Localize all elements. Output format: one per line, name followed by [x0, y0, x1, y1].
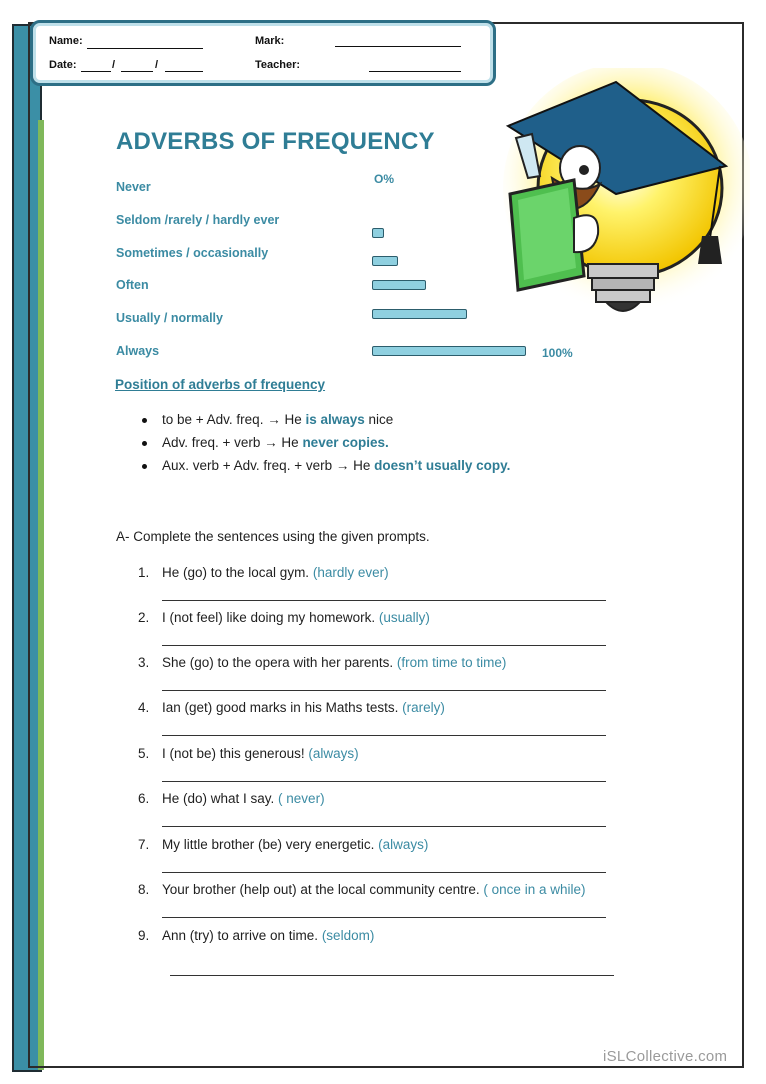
item-sentence: She (go) to the opera with her parents. — [162, 655, 397, 670]
freq-bar-often — [372, 280, 426, 290]
item-prompt: (seldom) — [321, 928, 375, 943]
rule-text: Aux. verb + Adv. freq. + verb → He — [162, 458, 375, 473]
item-sentence: Ann (try) to arrive on time. — [162, 928, 322, 943]
item-prompt: (rarely) — [402, 700, 445, 715]
item-number: 7. — [138, 837, 150, 852]
freq-bar-always — [372, 346, 526, 356]
name-field[interactable] — [87, 48, 203, 49]
rule-item — [140, 456, 510, 479]
exercise-item — [138, 700, 658, 715]
item-sentence: My little brother (be) very energetic. — [162, 837, 379, 852]
freq-label-sometimes: Sometimes / occasionally — [116, 246, 269, 260]
exercise-item — [138, 928, 658, 943]
exercise-item — [138, 837, 658, 852]
item-sentence: He (go) to the local gym. — [162, 565, 313, 580]
date-separator: / — [112, 59, 116, 71]
item-prompt: ( once in a while) — [483, 882, 586, 897]
date-label: Date: — [49, 59, 77, 71]
mark-label: Mark: — [255, 35, 285, 47]
freq-label-seldom: Seldom /rarely / hardly ever — [116, 213, 280, 227]
answer-line[interactable] — [170, 975, 614, 976]
position-rules-list — [140, 410, 510, 479]
rule-highlight: is always — [305, 412, 365, 427]
item-prompt: (always) — [378, 837, 429, 852]
answer-line[interactable] — [162, 645, 606, 646]
answer-line[interactable] — [162, 600, 606, 601]
rule-text: Adv. freq. + verb → He — [162, 435, 303, 450]
item-prompt: (usually) — [378, 610, 430, 625]
item-number: 2. — [138, 610, 150, 625]
teacher-label: Teacher: — [255, 59, 301, 71]
item-sentence: Ian (get) good marks in his Maths tests. — [162, 700, 403, 715]
exercise-item — [138, 882, 658, 897]
rule-after: nice — [364, 412, 394, 427]
item-sentence: I (not be) this generous! — [162, 746, 309, 761]
item-number: 1. — [138, 565, 150, 580]
item-sentence: He (do) what I say. — [162, 791, 279, 806]
date-day-field[interactable] — [81, 71, 111, 72]
date-separator: / — [155, 59, 159, 71]
date-month-field[interactable] — [121, 71, 153, 72]
answer-line[interactable] — [162, 872, 606, 873]
freq-bar-sometimes — [372, 256, 398, 266]
date-year-field[interactable] — [165, 71, 203, 72]
bullet-icon — [142, 464, 147, 469]
exercise-item — [138, 655, 658, 670]
item-number: 6. — [138, 791, 150, 806]
rule-highlight: never copies. — [302, 435, 389, 450]
item-prompt: (from time to time) — [396, 655, 507, 670]
item-prompt: (hardly ever) — [312, 565, 389, 580]
scale-end-label: 100% — [542, 346, 573, 360]
exercise-instructions: A- Complete the sentences using the given prompts. — [116, 529, 430, 544]
exercise-item — [138, 746, 658, 761]
mark-field[interactable] — [335, 46, 461, 47]
answer-line[interactable] — [162, 781, 606, 782]
header-box — [30, 20, 496, 86]
freq-bar-usually — [372, 309, 467, 319]
rule-text: to be + Adv. freq. → He — [162, 412, 306, 427]
answer-line[interactable] — [162, 917, 606, 918]
exercise-item — [138, 610, 658, 625]
rule-item — [140, 410, 510, 433]
freq-label-often: Often — [116, 278, 149, 292]
section-title-position: Position of adverbs of frequency — [115, 377, 326, 392]
item-prompt: (always) — [308, 746, 359, 761]
rule-item — [140, 433, 510, 456]
item-number: 5. — [138, 746, 150, 761]
watermark: iSLCollective.com — [603, 1048, 728, 1065]
item-number: 9. — [138, 928, 150, 943]
item-number: 3. — [138, 655, 150, 670]
freq-bar-seldom — [372, 228, 384, 238]
page-title: ADVERBS OF FREQUENCY — [116, 128, 435, 155]
freq-label-usually: Usually / normally — [116, 311, 223, 325]
item-prompt: ( never) — [278, 791, 325, 806]
item-number: 4. — [138, 700, 150, 715]
answer-line[interactable] — [162, 690, 606, 691]
scale-start-label: O% — [374, 172, 395, 186]
teacher-field[interactable] — [369, 71, 461, 72]
exercise-item — [138, 565, 658, 580]
answer-line[interactable] — [162, 826, 606, 827]
freq-label-never: Never — [116, 180, 151, 194]
answer-line[interactable] — [162, 735, 606, 736]
bullet-icon — [142, 441, 147, 446]
rule-highlight: doesn’t usually copy. — [374, 458, 511, 473]
exercise-item — [138, 791, 658, 806]
name-label: Name: — [49, 35, 83, 47]
bullet-icon — [142, 418, 147, 423]
item-number: 8. — [138, 882, 150, 897]
item-sentence: Your brother (help out) at the local community centre. — [162, 882, 484, 897]
item-sentence: I (not feel) like doing my homework. — [162, 610, 379, 625]
freq-label-always: Always — [116, 344, 160, 358]
lightbulb-professor-illustration — [488, 68, 750, 330]
